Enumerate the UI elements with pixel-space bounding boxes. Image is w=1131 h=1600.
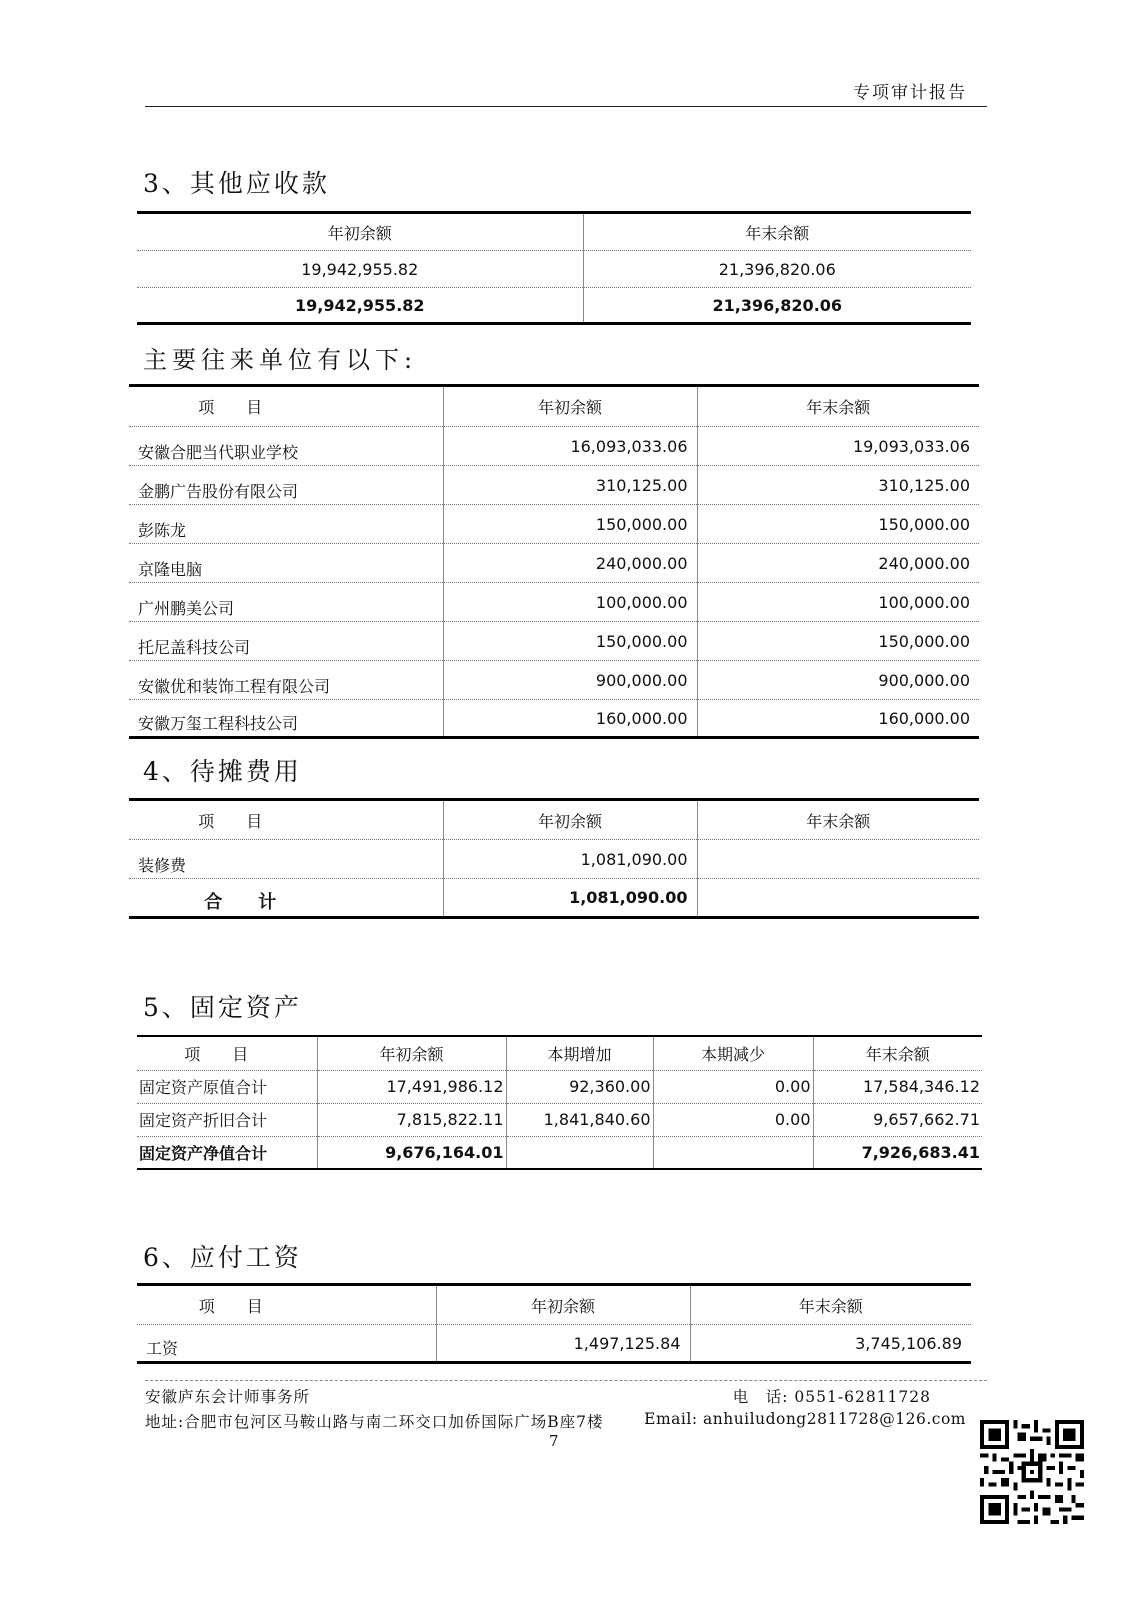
section-4-title: 4、待摊费用 [143,757,302,786]
table-row [137,1325,971,1363]
net-decrease [653,1136,813,1169]
footer-divider [145,1380,987,1381]
unit-name: 广州鹏美公司 [129,583,443,622]
section-5-title: 5、固定资产 [143,993,302,1022]
closing-balance: 17,584,346.12 [813,1070,982,1103]
closing-balance: 19,093,033.06 [697,427,979,466]
closing-balance [697,840,979,879]
col-header-closing: 年末余额 [690,1285,971,1325]
closing-balance: 150,000.00 [697,622,979,661]
main-units-title: 主要往来单位有以下: [143,346,418,374]
table-row [129,466,979,505]
firm-address: 地址:合肥市包河区马鞍山路与南二环交口加侨国际广场B座7楼 [145,1413,604,1431]
opening-balance: 150,000.00 [443,622,697,661]
col-header-closing: 年末余额 [697,800,979,840]
opening-balance: 900,000.00 [443,661,697,700]
closing-balance: 240,000.00 [697,544,979,583]
total-row [129,879,979,918]
unit-name: 彭陈龙 [129,505,443,544]
col-header-closing: 年末余额 [813,1036,982,1070]
table-row [137,1070,982,1103]
table-row [129,840,979,879]
table-row [129,661,979,700]
period-increase: 92,360.00 [506,1070,653,1103]
report-type-header: 专项审计报告 [853,83,967,103]
unit-name: 金鹏广告股份有限公司 [129,466,443,505]
closing-balance: 3,745,106.89 [690,1325,971,1363]
closing-balance: 310,125.00 [697,466,979,505]
col-header-opening: 年初余额 [436,1285,690,1325]
col-header-decrease: 本期减少 [653,1036,813,1070]
col-header-item: 项 目 [137,1036,317,1070]
period-increase: 1,841,840.60 [506,1103,653,1136]
table-row [129,622,979,661]
item-name: 固定资产折旧合计 [137,1103,317,1136]
opening-balance: 160,000.00 [443,700,697,738]
unit-name: 安徽合肥当代职业学校 [129,427,443,466]
col-header-item: 项 目 [137,1285,436,1325]
opening-balance-cell: 19,942,955.82 [137,251,583,288]
opening-balance: 7,815,822.11 [317,1103,506,1136]
fixed-assets-table [137,1035,982,1170]
closing-total-cell: 21,396,820.06 [583,288,971,324]
table-row [129,505,979,544]
table-row [129,544,979,583]
page-number: 7 [549,1432,559,1450]
item-name: 工资 [146,1339,179,1358]
closing-net-value: 7,926,683.41 [813,1136,982,1169]
unit-name: 托尼盖科技公司 [129,622,443,661]
item-name: 固定资产原值合计 [137,1070,317,1103]
item-name: 装修费 [129,840,443,879]
col-header-opening: 年初余额 [443,800,697,840]
closing-total [697,879,979,918]
closing-balance-cell: 21,396,820.06 [583,251,971,288]
opening-balance: 150,000.00 [443,505,697,544]
opening-total-cell: 19,942,955.82 [294,295,425,315]
opening-balance: 1,497,125.84 [436,1325,690,1363]
col-header-opening: 年初余额 [443,386,697,427]
col-header-opening: 年初余额 [317,1036,506,1070]
col-header-closing: 年末余额 [583,213,971,251]
wages-payable-table [137,1283,971,1364]
col-header-item: 项 目 [129,800,443,840]
col-header-closing: 年末余额 [697,386,979,427]
table-row [129,700,979,738]
main-units-table [129,384,979,739]
firm-name: 安徽庐东会计师事务所 [145,1388,311,1406]
section-6-title: 6、应付工资 [143,1243,302,1272]
opening-total: 1,081,090.00 [443,879,697,918]
other-receivables-table [137,211,971,325]
firm-email: Email: anhuiludong2811728@126.com [644,1410,966,1428]
closing-balance: 100,000.00 [697,583,979,622]
section-3-title: 3、其他应收款 [143,169,330,198]
closing-balance: 160,000.00 [697,700,979,738]
opening-balance: 1,081,090.00 [443,840,697,879]
prepaid-expenses-table [129,798,979,919]
net-increase [506,1136,653,1169]
opening-balance: 17,491,986.12 [317,1070,506,1103]
opening-balance: 16,093,033.06 [443,427,697,466]
closing-balance: 150,000.00 [697,505,979,544]
table-row [129,427,979,466]
qr-code-icon [980,1420,1084,1524]
opening-balance: 310,125.00 [443,466,697,505]
closing-balance: 900,000.00 [697,661,979,700]
closing-balance: 9,657,662.71 [813,1103,982,1136]
table-row [137,1103,982,1136]
unit-name: 京隆电脑 [129,544,443,583]
col-header-item: 项 目 [129,386,443,427]
unit-name: 安徽万玺工程科技公司 [138,714,299,733]
opening-net-value: 9,676,164.01 [317,1136,506,1169]
header-divider [145,106,987,107]
period-decrease: 0.00 [653,1070,813,1103]
table-row [129,583,979,622]
opening-balance: 100,000.00 [443,583,697,622]
firm-phone: 电 话: 0551-62811728 [732,1388,931,1406]
net-value-label: 固定资产净值合计 [139,1143,268,1163]
col-header-increase: 本期增加 [506,1036,653,1070]
opening-balance: 240,000.00 [443,544,697,583]
period-decrease: 0.00 [653,1103,813,1136]
total-label: 合 计 [204,892,277,913]
total-row [137,1136,982,1169]
unit-name: 安徽优和装饰工程有限公司 [129,661,443,700]
col-header-opening: 年初余额 [137,213,583,251]
